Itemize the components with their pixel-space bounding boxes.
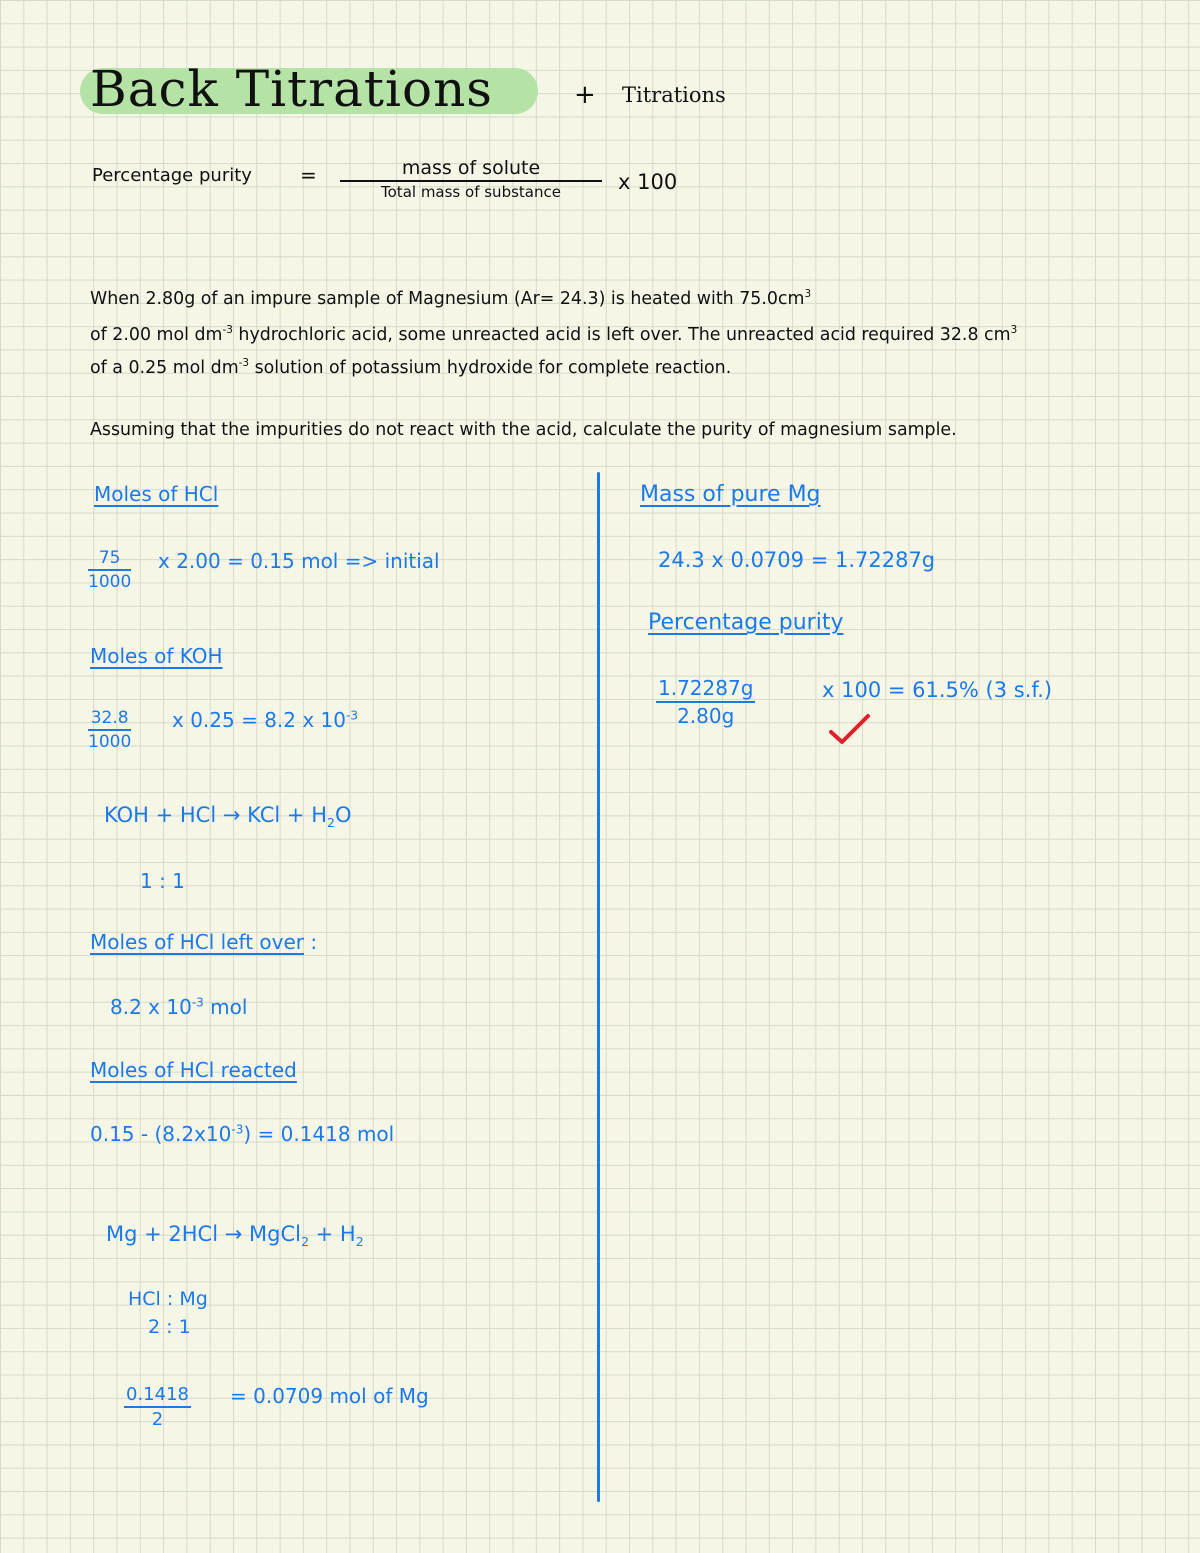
question-line-2b: hydrochloric acid, some unreacted acid is left over. The unreacted acid required 32.8 cm [232, 324, 1011, 345]
ratio-hcl-mg-top: HCl : Mg [128, 1288, 208, 1310]
moles-left-over-heading [90, 930, 317, 954]
moles-left-over-value [110, 995, 247, 1019]
moles-hcl-fraction [88, 548, 131, 592]
moles-reacted-end: ) = 0.1418 mol [243, 1122, 395, 1146]
moles-reacted-expr: 0.15 - (8.2x10 [90, 1122, 232, 1146]
moles-left-over-colon: : [304, 930, 318, 954]
moles-koh-calc-text: x 0.25 = 8.2 x 10 [172, 708, 347, 732]
question-line-2-sup: -3 [222, 324, 233, 336]
purity-numerator: 1.72287g [656, 676, 755, 703]
moles-koh-calc-sup: -3 [346, 708, 358, 723]
ratio-hcl-mg-bottom: 2 : 1 [148, 1316, 191, 1338]
equation-koh-hcl-end: O [335, 803, 352, 827]
question-line-2 [90, 324, 1017, 345]
moles-left-over-number: 8.2 x 10 [110, 995, 192, 1019]
formula-equals: = [300, 163, 317, 187]
question-line-3b: solution of potassium hydroxide for complete reaction. [249, 357, 732, 378]
mass-pure-mg-calc: 24.3 x 0.0709 = 1.72287g [658, 548, 936, 572]
page-title: Back Titrations [90, 60, 493, 118]
mass-pure-mg-heading: Mass of pure Mg [640, 482, 821, 507]
question-line-1 [90, 288, 811, 309]
moles-hcl-calc: x 2.00 = 0.15 mol => initial [158, 549, 440, 573]
question-line-3-sup: -3 [238, 357, 250, 369]
formula-fraction [340, 157, 602, 201]
formula-multiplier: x 100 [618, 170, 678, 194]
final-moles-calc: = 0.0709 mol of Mg [230, 1384, 429, 1408]
moles-left-over-sup: -3 [191, 995, 204, 1010]
equation-mg-hcl-text: Mg + 2HCl → MgCl [106, 1222, 301, 1246]
final-moles-denominator: 2 [151, 1409, 164, 1430]
equation-koh-hcl-sub: 2 [326, 815, 335, 831]
ratio-koh-hcl: 1 : 1 [140, 869, 185, 893]
moles-koh-denominator: 1000 [88, 732, 132, 752]
moles-hcl-heading: Moles of HCl [94, 482, 219, 506]
moles-reacted-heading: Moles of HCl reacted [90, 1058, 297, 1082]
question-line-1-sup: 3 [804, 288, 812, 300]
question-line-3a: of a 0.25 mol dm [90, 357, 239, 378]
equation-mg-hcl [106, 1222, 364, 1249]
moles-left-over-unit: mol [203, 995, 248, 1019]
equation-koh-hcl-text: KOH + HCl → KCl + H [104, 803, 327, 827]
final-moles-fraction [124, 1384, 191, 1430]
question-line-1-text: When 2.80g of an impure sample of Magnesium (Ar= 24.3) is heated with 75.0cm [90, 288, 805, 309]
checkmark-icon [828, 712, 872, 746]
moles-koh-numerator: 32.8 [88, 708, 131, 731]
moles-hcl-numerator: 75 [88, 548, 131, 571]
moles-reacted-sup: -3 [231, 1122, 244, 1137]
moles-left-over-heading-text: Moles of HCl left over [90, 930, 305, 954]
page-subtitle: Titrations [622, 83, 726, 107]
title-plus: + [574, 80, 596, 110]
formula-denominator: Total mass of substance [381, 183, 561, 201]
percentage-purity-heading: Percentage purity [648, 610, 844, 635]
moles-koh-heading: Moles of KOH [90, 644, 223, 668]
question-line-2-sup2: 3 [1010, 324, 1018, 336]
moles-koh-calc [172, 708, 358, 732]
final-moles-numerator: 0.1418 [124, 1384, 191, 1408]
question-line-3 [90, 357, 731, 378]
question-line-2a: of 2.00 mol dm [90, 324, 223, 345]
moles-reacted-calc [90, 1122, 394, 1146]
equation-koh-hcl [104, 803, 352, 830]
purity-calc: x 100 = 61.5% (3 s.f.) [822, 678, 1053, 702]
formula-numerator: mass of solute [340, 157, 602, 182]
purity-fraction [656, 676, 755, 728]
equation-mg-hcl-mid: + H [308, 1222, 356, 1246]
question-line-4: Assuming that the impurities do not react with the acid, calculate the purity of magnesium sample. [90, 420, 957, 440]
formula-label: Percentage purity [92, 165, 252, 186]
moles-hcl-denominator: 1000 [88, 572, 132, 592]
column-divider [597, 472, 600, 1502]
purity-denominator: 2.80g [677, 704, 735, 728]
equation-mg-hcl-sub: 2 [300, 1234, 309, 1250]
equation-mg-hcl-sub2: 2 [355, 1234, 364, 1250]
moles-koh-fraction [88, 708, 131, 752]
